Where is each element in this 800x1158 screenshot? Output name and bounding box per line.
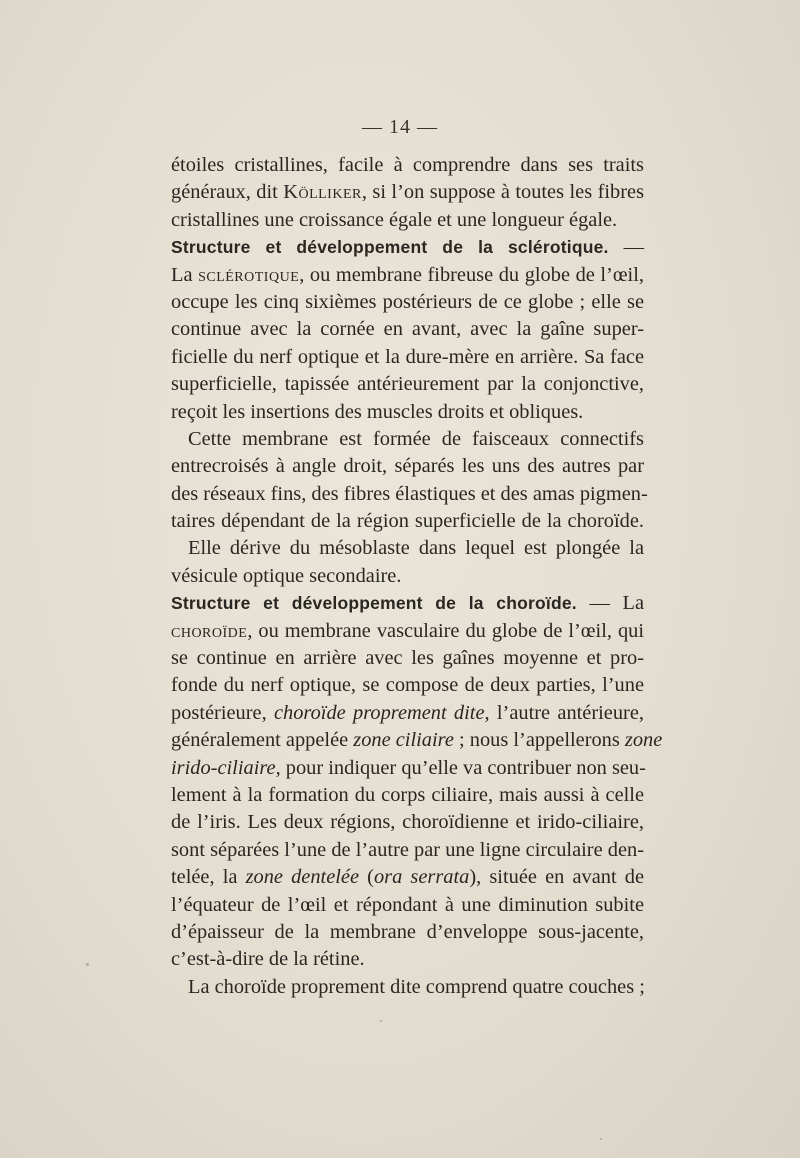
text-run: Kölliker <box>283 181 362 204</box>
body-text <box>171 152 663 1001</box>
text-line <box>171 481 648 508</box>
text-run: l’équateur de l’œil et répondant à une diminution subite <box>171 893 644 916</box>
text-run: lement à la formation du corps ciliaire, mais aussi à celle <box>171 783 644 806</box>
text-run: choroïde proprement dite <box>273 701 485 724</box>
text-run: ficielle du nerf optique et la dure-mère en arrière. Sa face <box>171 345 644 368</box>
text-line <box>171 262 644 289</box>
paper-speck <box>380 1020 382 1022</box>
text-run: taires dépendant de la région superficielle de la choroïde. <box>171 510 644 533</box>
text-line <box>171 919 644 946</box>
text-run: sont séparées l’une de l’autre par une ligne circulaire den- <box>171 838 644 861</box>
text-line <box>171 782 644 809</box>
text-run: généraux, dit <box>171 181 284 204</box>
text-run: telée, la <box>171 866 246 889</box>
text-run: irido-ciliaire <box>171 756 276 779</box>
text-run: de l’iris. Les deux régions, choroïdienne et irido-ciliaire, <box>171 811 644 834</box>
text-line <box>171 892 644 919</box>
text-run: — <box>608 236 644 259</box>
text-line <box>171 179 644 206</box>
text-line <box>171 864 644 891</box>
text-line <box>171 371 644 398</box>
text-line <box>171 645 644 672</box>
text-run: fonde du nerf optique, se compose de deux parties, l’une <box>171 674 644 697</box>
text-run: sclérotique <box>198 263 300 286</box>
text-line <box>171 946 644 973</box>
text-line <box>171 508 644 535</box>
text-line <box>171 563 644 590</box>
text-line <box>171 152 644 179</box>
text-run: , l’autre antérieure, <box>484 701 644 724</box>
text-line <box>171 399 644 426</box>
text-run: ( <box>359 866 374 889</box>
text-line <box>171 837 644 864</box>
text-line <box>171 344 644 371</box>
text-line <box>171 700 644 727</box>
text-run: se continue en arrière avec les gaînes moyenne et pro- <box>171 647 644 670</box>
text-line <box>171 618 644 645</box>
text-run: généralement appelée <box>171 729 354 752</box>
text-run: ; nous l’appellerons <box>453 729 625 752</box>
text-run: reçoit les insertions des muscles droits et obliques. <box>171 400 584 423</box>
text-line <box>171 234 644 261</box>
paper-speck <box>600 1138 602 1140</box>
text-run: superficielle, tapissée antérieurement par la conjonctive, <box>171 373 644 396</box>
text-run: d’épaisseur de la membrane d’enveloppe sous-jacente, <box>171 920 644 943</box>
text-line <box>171 755 644 782</box>
text-run: Cette membrane est formée de faisceaux connectifs <box>188 427 644 450</box>
text-run: La choroïde proprement dite comprend quatre couches ; <box>188 975 645 998</box>
text-line <box>171 590 644 617</box>
text-line <box>171 316 644 343</box>
text-line <box>171 535 644 562</box>
text-run: postérieure, <box>171 701 274 724</box>
text-line <box>171 809 644 836</box>
text-run: choroïde <box>171 619 248 642</box>
text-run: entrecroisés à angle droit, séparés les uns des autres par <box>171 455 644 478</box>
text-run: occupe les cinq sixièmes postérieurs de ce globe ; elle se <box>171 290 644 313</box>
text-run: ), située en avant de <box>469 866 644 889</box>
text-line <box>171 426 644 453</box>
text-run: vésicule optique secondaire. <box>171 564 402 587</box>
text-run: , ou membrane vasculaire du globe de l’œil, qui <box>247 619 644 642</box>
text-run: des réseaux fins, des fibres élastiques et des amas pigmen- <box>171 482 648 505</box>
text-run: Elle dérive du mésoblaste dans lequel est plongée la <box>188 537 644 560</box>
page-number: — 14 — <box>362 116 438 138</box>
text-run: , ou membrane fibreuse du globe de l’œil, <box>299 263 644 286</box>
text-run: ora serrata <box>373 866 470 889</box>
text-run: zone <box>624 729 663 752</box>
text-line <box>171 207 644 234</box>
section-heading: Structure et développement de la sclérotique. <box>171 237 609 258</box>
text-run: , si l’on suppose à toutes les fibres <box>361 181 645 204</box>
text-run: étoiles cristallines, facile à comprendre dans ses traits <box>171 154 644 176</box>
text-line <box>171 672 644 699</box>
text-line <box>171 974 644 1001</box>
text-line <box>171 289 644 316</box>
section-heading: Structure et développement de la choroïde. <box>171 593 577 614</box>
text-run: c’est-à-dire de la rétine. <box>171 948 365 971</box>
text-line <box>171 453 644 480</box>
text-run: zone dentelée <box>245 866 360 889</box>
text-run: La <box>171 263 199 286</box>
text-line <box>171 727 663 754</box>
text-run: — La <box>576 592 645 615</box>
text-run: zone ciliaire <box>353 729 454 752</box>
text-run: continue avec la cornée en avant, avec la gaîne super- <box>171 318 644 341</box>
text-run: cristallines une croissance égale et une longueur égale. <box>171 208 618 231</box>
text-run: , pour indiquer qu’elle va contribuer non seu- <box>275 756 646 779</box>
paper-speck <box>86 963 89 966</box>
